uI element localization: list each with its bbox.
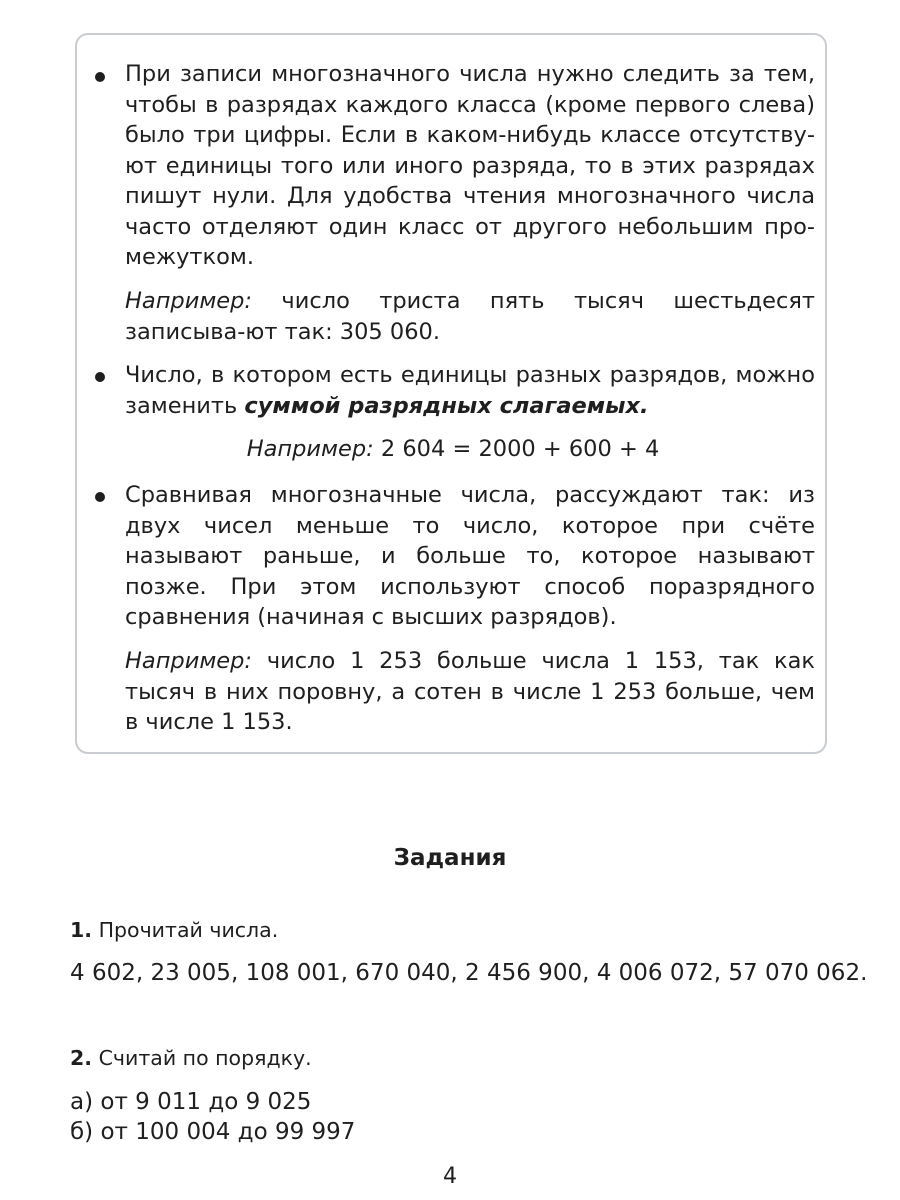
tasks-title: Задания: [393, 845, 507, 871]
rule-1-example: [125, 286, 815, 347]
bullet-dot: [95, 372, 105, 382]
example-label: Например:: [246, 436, 374, 462]
example-label: Например:: [125, 288, 253, 314]
task-1-number: 1.: [70, 918, 93, 942]
task-2-number: 2.: [70, 1046, 93, 1070]
example-label: Например:: [125, 648, 253, 674]
task-2-heading: [70, 1046, 312, 1070]
example-text: число 1 253 больше числа 1 153, так как тысяч в них поровну, а сотен в числе 1 253 больше, чем в числе 1 153.: [125, 648, 815, 735]
task-2-item-a: а) от 9 011 до 9 025: [70, 1089, 312, 1115]
rule-2-example: [77, 434, 829, 465]
rule-2-term: суммой разрядных слагаемых.: [244, 392, 649, 419]
task-1-instruction: Прочитай числа.: [98, 918, 279, 942]
page-number: 4: [443, 1164, 457, 1189]
rule-2-text-before: Число, в котором есть единицы разных разрядов, можно заменить: [125, 362, 815, 419]
task-2-instruction: Считай по порядку.: [98, 1046, 312, 1070]
rule-2-text: [125, 360, 815, 421]
task-2-item-b: б) от 100 004 до 99 997: [70, 1119, 356, 1145]
example-text: число триста пять тысяч шестьдесят записыва-ют так: 305 060.: [125, 288, 815, 345]
example-text: 2 604 = 2000 + 600 + 4: [380, 436, 660, 462]
bullet-dot: [95, 72, 105, 82]
bullet-dot: [95, 492, 105, 502]
rule-3-text: Сравнивая многозначные числа, рассуждают так: из двух чисел меньше то число, которое при счёте называют раньше, и больше то, которое называют позже. При этом используют способ поразрядного сравнения (начиная с высших разрядов).: [125, 482, 815, 630]
rule-3-example: [125, 646, 815, 738]
rule-1-text: При записи многозначного числа нужно следить за тем, чтобы в разрядах каждого класса (кроме первого слева) было три цифры. Если в каком-нибудь классе отсутству-ют единицы того или иного разряда, то в этих разрядах пишут нули. Для удобства чтения многозначного числа часто отделяют один класс от другого небольшим про-межутком.: [125, 61, 815, 270]
task-1-numbers: 4 602, 23 005, 108 001, 670 040, 2 456 900, 4 006 072, 57 070 062.: [70, 960, 868, 986]
rule-box: [75, 33, 827, 754]
task-1-heading: [70, 918, 278, 942]
